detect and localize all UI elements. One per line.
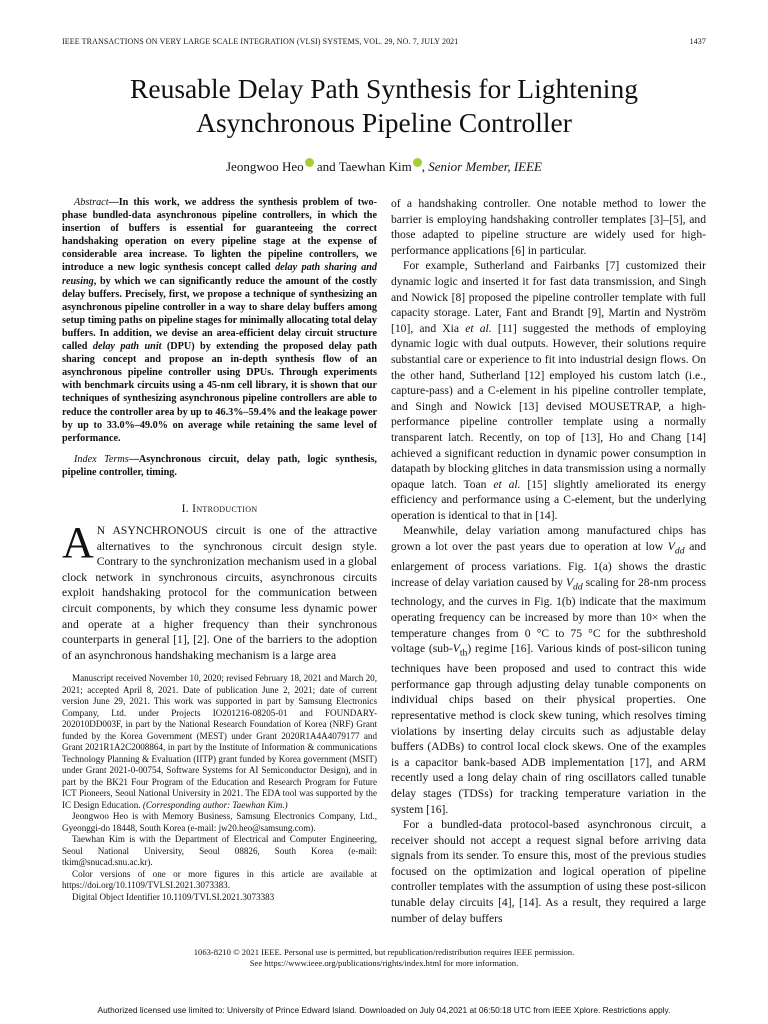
- author-separator: ,: [421, 159, 429, 174]
- left-column: [62, 196, 377, 903]
- intro-paragraph: [62, 517, 377, 663]
- vth-subscript: th: [459, 647, 468, 659]
- running-head: [62, 37, 706, 49]
- author-line: [40, 158, 728, 175]
- footnote-manuscript: [62, 673, 377, 811]
- paragraph-variation: [391, 523, 706, 817]
- vdd-subscript: dd: [573, 580, 583, 592]
- index-terms-text: Asynchronous circuit, delay path, logic synthesis, pipeline controller, timing.: [62, 453, 377, 478]
- copyright-line-1: 1063-8210 © 2021 IEEE. Personal use is permitted, but republication/redistribution requires IEEE permission.: [193, 947, 575, 957]
- journal-header: IEEE TRANSACTIONS ON VERY LARGE SCALE INTEGRATION (VLSI) SYSTEMS, VOL. 29, NO. 7, JULY 2021: [62, 37, 459, 46]
- footnote-author-1: Jeongwoo Heo is with Memory Business, Samsung Electronics Company, Ltd., Gyeonggi-do 18448, South Korea (e-mail: jw20.heo@samsung.com).: [62, 811, 377, 833]
- section-numeral: I.: [181, 501, 193, 515]
- author-conjunction: and: [313, 159, 339, 174]
- et-al-1: et al.: [465, 321, 492, 335]
- paragraph-variation-text-3: scaling for 28-nm process technology, and the curves in Fig. 1(b) indicate that the maximum operating frequency can be increased by more than 10× when the temperature changes from 0 °C to 75 °C for the subthreshold voltage (sub-: [391, 575, 706, 656]
- author-1: Jeongwoo Heo: [226, 159, 304, 174]
- abstract: [62, 196, 377, 445]
- section-heading: [62, 502, 377, 515]
- vdd-subscript: dd: [674, 545, 685, 557]
- abstract-text-1: In this work, we address the synthesis problem of two-phase bundled-data asynchronous pipeline controllers, in which the insertion of buffers is essential for guaranteeing the correct handshaking operation on every pipeline stage at the expense of considerable area increase. To lighten the pipeline controllers, we introduce a new logic synthesis concept called: [62, 197, 377, 274]
- paragraph-continued: of a handshaking controller. One notable method to lower the barrier is employing handshaking controller templates [3]–[5], and those adapted to pipeline structure are widely used for high-performance applications [6] in particular.: [391, 197, 706, 257]
- license-footer: Authorized licensed use limited to: University of Prince Edward Island. Downloaded on July 04,2021 at 06:50:18 UTC from IEEE Xplore. Restrictions apply.: [97, 1005, 671, 1015]
- paragraph-templates-text-3: [15] slightly ameliorated its energy efficiency and performance using a C-element, but the underlying operation is identical to that in [14].: [391, 477, 707, 522]
- title-line-2: Asynchronous Pipeline Controller: [196, 107, 572, 138]
- intro-text: circuit is one of the attractive alternatives to the synchronous circuit design style. Contrary to the synchronization mechanism used in a global clock network in synchronous circuits, asynchronous circuits exploit handshaking protocol for the communication between circuit components, by which they consume less dynamic power and operate at a higher frequency than their synchronous counterparts in general [1], [2]. One of the barriers to the adoption of an asynchronous handshaking mechanism is a large area: [62, 523, 377, 662]
- et-al-2: et al.: [493, 477, 521, 491]
- drop-cap: A: [62, 517, 94, 567]
- paragraph-variation-text-4: ) regime [16]. Various kinds of post-silicon tuning techniques have been proposed and used to contract this wide performance gap through adjusting delay tunable components on individual chips based on their physical properties. One representative method is clock skew tuning, which resolves timing violations by inserting delay circuits such as adjustable delay buffers (ADBs) to control local clock skews. One of the examples is a capacitor bank-based ADB implementation [17], and ARM recently used a long delay chain of ring oscillators called tunable delay stages (TDSs) for tracking temperature variation in the system [16].: [391, 642, 706, 816]
- paragraph-templates-text-1: For example, Sutherland and Fairbanks [7] customized their dynamic logic and inserted it for fast data transmission, and Singh and Nowick [8] proposed the pipeline controller template with full capacity storage. Later, Fant and Brandt [9], Martin and Nyström [10], and Xia: [391, 259, 706, 335]
- vth-symbol: V: [452, 642, 460, 656]
- paragraph-variation-text-2: and enlargement of process variations. Fig. 1(a) shows the drastic increase of delay variation caused by: [391, 540, 707, 589]
- paragraph-variation-text-1: Meanwhile, delay variation among manufactured chips has grown a lot over the past years due to operation at low: [391, 524, 706, 554]
- abstract-emphasis-2: delay path unit: [92, 341, 162, 353]
- abstract-label: Abstract: [74, 197, 109, 208]
- intro-lead: N ASYNCHRONOUS: [96, 523, 208, 537]
- page-number: 1437: [689, 37, 706, 46]
- abstract-text-2: , by which we can significantly reduce the amount of the costly delay buffers. Precisely, first, we propose a technique of synthesizing an asynchronous pipeline controller in a way to share delay buffers among setup timing paths on pipeline stages for minimally allocating total delay buffers. In addition, we devise an area-efficient delay circuit structure called: [62, 275, 377, 353]
- paper-title: [40, 72, 728, 140]
- abstract-dash: —: [108, 197, 119, 208]
- corresponding-author: (Corresponding author: Taewhan Kim.): [142, 799, 288, 810]
- index-terms-label: Index Terms: [74, 453, 129, 465]
- footnote-author-2: Taewhan Kim is with the Department of Electrical and Computer Engineering, Seoul National University, Seoul 08826, South Korea (e-mail: tkim@snucad.snu.ac.kr).: [62, 834, 377, 868]
- footnote-manuscript-text: Manuscript received November 10, 2020; revised February 18, 2021 and March 20, 2021; accepted April 8, 2021. Date of publication June 2, 2021; date of current version June 29, 2021. This work was supported in part by Samsung Electronics Company, Ltd. under Projects IO201216-08205-01 and FOUNDARY-202010DD003F, in part by the National Research Foundation of Korea (NRF) Grant funded by the Korea Government (MEST) under Grant 2020R1A4A4079177 and Grant 2021R1A2C2008864, in part by the Institute of Information & communications Technology Planning & Evaluation (IITP) grant funded by Korea government (MSIT) under Grant 2021-0-00754, Software Systems for AI Semiconductor Design), and in part by the BK21 Four Program of the Education and Research Program for Future ICT Pioneers, Seoul National University in 2021. The EDA tool was supported by the IC Design Education.: [62, 673, 377, 810]
- footnote-color-versions: Color versions of one or more figures in this article are available at https://doi.org/10.1109/TVLSI.2021.3073383.: [62, 868, 377, 891]
- right-column: [391, 196, 706, 926]
- footnote-doi: Digital Object Identifier 10.1109/TVLSI.2021.3073383: [72, 891, 275, 902]
- paragraph-templates: [391, 258, 706, 523]
- author-2: Taewhan Kim: [338, 159, 412, 174]
- abstract-emphasis-1: delay path sharing and reusing: [62, 262, 377, 287]
- vdd-symbol: V: [667, 540, 675, 554]
- author-2-title: Senior Member, IEEE: [428, 159, 542, 174]
- copyright-line-2: See https://www.ieee.org/publications/rights/index.html for more information.: [249, 958, 519, 969]
- orcid-icon[interactable]: [413, 158, 422, 167]
- section-title: Introduction: [192, 501, 258, 515]
- title-line-1: Reusable Delay Path Synthesis for Lightening: [130, 73, 638, 104]
- vdd-symbol: V: [565, 575, 574, 589]
- index-terms: [62, 453, 377, 479]
- index-terms-dash: —: [128, 453, 139, 465]
- paragraph-templates-text-2: [11] suggested the methods of employing dynamic logic with dual outputs. However, their solutions require substantial care or experience to fit into industrial design flows. On the other hand, Sutherland [12] employed his custom latch (i.e., capture-pass) and a C-element in his pipeline controller template, and Singh and Nowick [13] devised MOUSETRAP, a high-performance pipeline controller template using a normally transparent latch. Recently, on top of [13], Ho and Chang [14] achieved a significant reduction in dynamic power consumption in datapath by blocking glitches in data transmission using a normally opaque latch. Toan: [391, 321, 707, 491]
- orcid-icon[interactable]: [305, 158, 314, 167]
- paragraph-bundled-data: For a bundled-data protocol-based asynchronous circuit, a receiver should not accept a request signal before arriving data signals from its sender. To ensure this, most of the previous studies focused on the optimization and logical operation of pipeline controller templates with the assumption of using these post-silicon tunable delay circuits [4], [14]. As a result, they required a large number of delay buffers: [391, 818, 706, 925]
- copyright-notice: [62, 947, 706, 969]
- abstract-text-3: (DPU) by extending the proposed delay path sharing concept and propose an in-depth synthesis flow of an asynchronous pipeline controller using DPUs. Through experiments with benchmark circuits using a 45-nm cell library, it is shown that our techniques of synthesizing asynchronous pipeline controllers are able to reduce the controller area by up to 46.3%–59.4% and the leakage power by up to 33.0%–49.0% on average while retaining the same level of performance.: [62, 341, 377, 444]
